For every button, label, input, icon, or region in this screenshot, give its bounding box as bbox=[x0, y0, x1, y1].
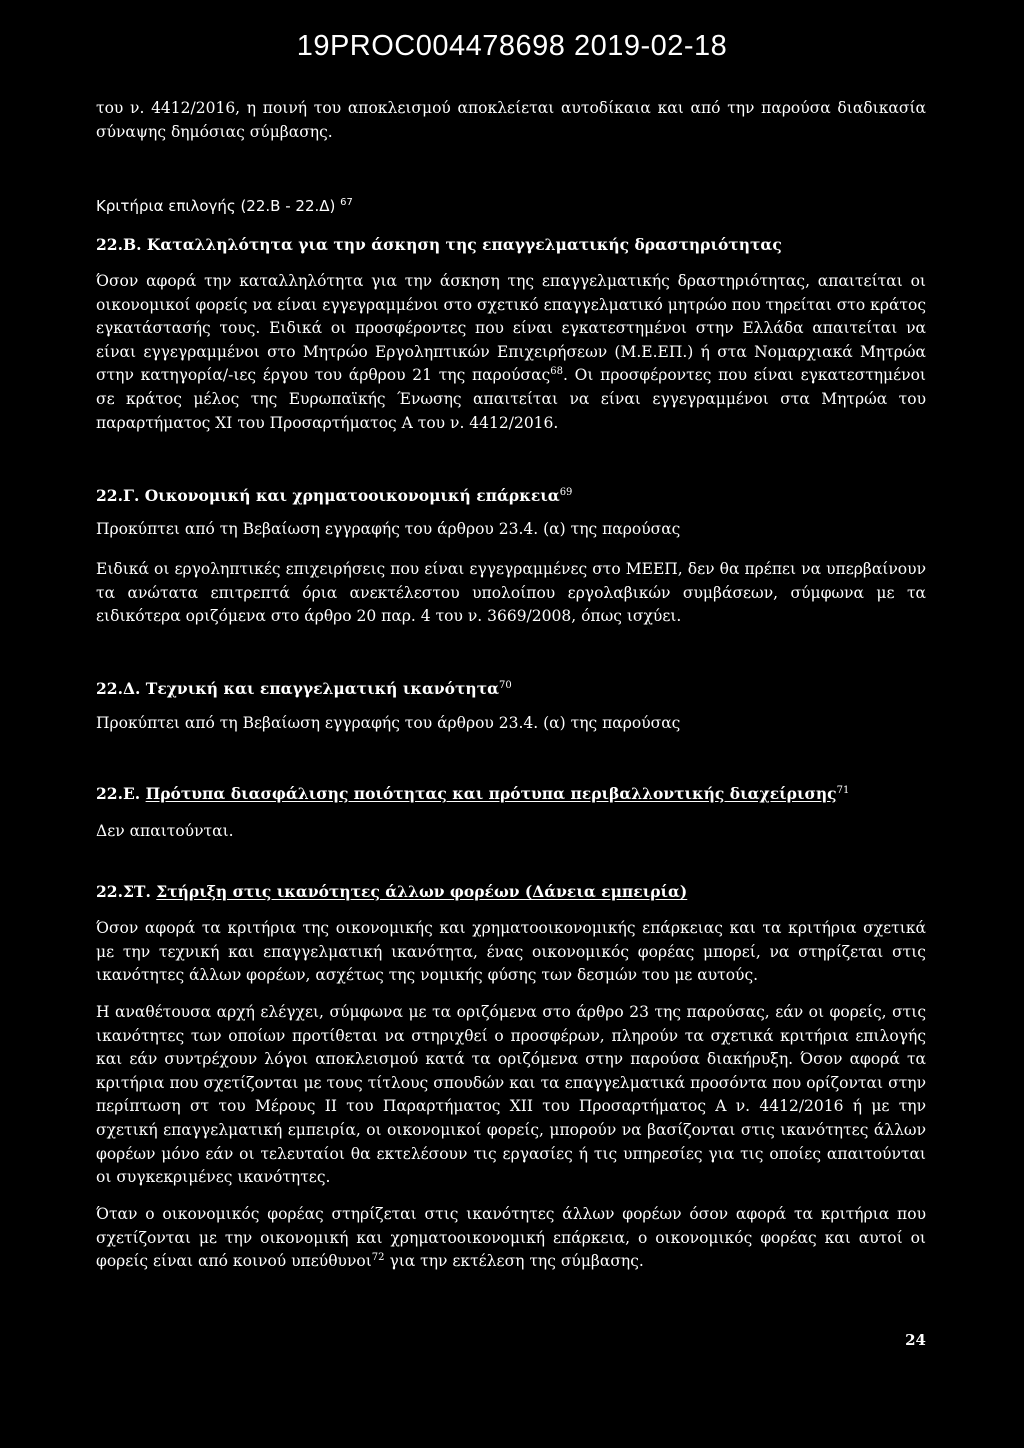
section-22e-number: 22.Ε. bbox=[96, 784, 141, 803]
intro-paragraph: του ν. 4412/2016, η ποινή του αποκλεισμού αποκλείεται αυτοδίκαια και από την παρούσα διαδικασία σύναψης δημόσιας σύμβασης. bbox=[96, 99, 926, 141]
section-22d-title: 22.Δ. Τεχνική και επαγγελματική ικανότητα bbox=[96, 679, 500, 698]
section-22st-paragraph-2: Η αναθέτουσα αρχή ελέγχει, σύμφωνα με τα οριζόμενα στο άρθρο 23 της παρούσας, εάν οι φορείς, στις ικανότητες των οποίων προτίθεται να στηριχθεί ο προσφέρων, πληρούν τα σχετικά κριτήρια επιλογής και εάν συντρέχουν λόγοι αποκλεισμού κατά τα οριζόμενα στην παρούσα διακήρυξη. Όσον αφορά τα κριτήρια που σχετίζονται με τους τίτλους σπουδών και τα επαγγελματικά προσόντα που ορίζονται στην περίπτωση στ του Μέρους II του Παραρτήματος XII του Προσαρτήματος Α ν. 4412/2016 ή με την σχετική επαγγελματική εμπειρία, οι οικονομικοί φορείς, μπορούν να βασίζονται στις ικανότητες άλλων φορέων μόνο εάν οι τελευταίοι θα εκτελέσουν τις εργασίες ή τις υπηρεσίες για τις οποίες απαιτούνται οι συγκεκριμένες ικανότητες. bbox=[96, 1003, 926, 1187]
section-22b-text-part2: . Οι προσφέροντες που είναι εγκατεστημένοι σε κράτος μέλος της Ευρωπαϊκής Ένωσης απαιτείται να είναι εγγεγραμμένοι στα Μητρώα του παραρτήματος XI του Προσαρτήματος Α του ν. 4412/2016. bbox=[96, 366, 926, 432]
section-22d-paragraph: Προκύπτει από τη Βεβαίωση εγγραφής του άρθρου 23.4. (α) της παρούσας bbox=[96, 714, 681, 732]
section-22b-text-part1: Όσον αφορά την καταλληλότητα για την άσκηση της επαγγελματικής δραστηριότητας, απαιτείται οι οικονομικοί φορείς να είναι εγγεγραμμένοι στο σχετικό επαγγελματικό μητρώο που τηρείται στο κράτος εγκατάστασής τους. Ειδικά οι προσφέροντες που είναι εγκατεστημένοι στην Ελλάδα απαιτείται να είναι εγγεγραμμένοι στο Μητρώο Εργοληπτικών Επιχειρήσεων (Μ.Ε.ΕΠ.) ή στα Νομαρχιακά Μητρώα στην κατηγορία/-ιες έργου του άρθρου 21 της παρούσας bbox=[96, 272, 926, 385]
page-number: 24 bbox=[905, 1331, 926, 1349]
section-22c-paragraph-1: Προκύπτει από τη Βεβαίωση εγγραφής του άρθρου 23.4. (α) της παρούσας bbox=[96, 520, 681, 538]
section-22st-p3-part2: για την εκτέλεση της σύμβασης. bbox=[384, 1252, 644, 1271]
section-22c-paragraph-2: Ειδικά οι εργοληπτικές επιχειρήσεις που είναι εγγεγραμμένες στο ΜΕΕΠ, δεν θα πρέπει να υπερβαίνουν τα ανώτατα επιτρεπτά όρια ανεκτέλεστου υπολοίπου εργολαβικών συμβάσεων, σύμφωνα με τα ειδικότερα οριζόμενα στο άρθρο 20 παρ. 4 του ν. 3669/2008, όπως ισχύει. bbox=[96, 560, 926, 626]
section-22c-heading bbox=[96, 484, 926, 507]
section-22e-paragraph: Δεν απαιτούνται. bbox=[96, 822, 234, 840]
section-22b-heading bbox=[96, 233, 926, 256]
section-22st-paragraph-1: Όσον αφορά τα κριτήρια της οικονομικής και χρηματοοικονομικής επάρκειας και τα κριτήρια σχετικά με την τεχνική και επαγγελματική ικανότητα, ένας οικονομικός φορέας μπορεί, να στηρίζεται στις ικανότητες άλλων φορέων, ασχέτως της νομικής φύσης των δεσμών του με αυτούς. bbox=[96, 919, 926, 985]
footnote-ref-72: 72 bbox=[371, 1252, 385, 1264]
section-22b-title: Καταλληλότητα για την άσκηση της επαγγελματικής δραστηριότητας bbox=[146, 235, 782, 254]
section-22c-title: 22.Γ. Οικονομική και χρηματοοικονομική επάρκεια bbox=[96, 486, 560, 505]
selection-criteria-heading bbox=[96, 195, 926, 218]
footnote-ref-69: 69 bbox=[559, 486, 573, 498]
section-22st-heading bbox=[96, 880, 926, 903]
selection-criteria-heading-text: Κριτήρια επιλογής (22.Β - 22.Δ) bbox=[96, 197, 336, 215]
footnote-ref-67: 67 bbox=[340, 197, 353, 208]
section-22e-heading bbox=[96, 782, 926, 805]
section-22st-number: 22.ΣΤ. bbox=[96, 882, 151, 901]
section-22d-heading bbox=[96, 677, 926, 700]
section-22st-title: Στήριξη στις ικανότητες άλλων φορέων (Δάνεια εμπειρία) bbox=[156, 882, 688, 901]
section-22st-p3-part1: Όταν ο οικονομικός φορέας στηρίζεται στις ικανότητες άλλων φορέων όσον αφορά τα κριτήρια που σχετίζονται με την οικονομική και χρηματοοικονομική επάρκεια, ο οικονομικός φορέας και αυτοί οι φορείς είναι από κοινού υπεύθυνοι bbox=[96, 1205, 926, 1271]
section-22st-paragraph-3 bbox=[96, 1203, 926, 1274]
footnote-ref-68: 68 bbox=[550, 366, 563, 378]
section-22b-paragraph bbox=[96, 270, 926, 435]
footnote-ref-70: 70 bbox=[499, 679, 512, 691]
footnote-ref-71: 71 bbox=[836, 784, 850, 796]
section-22e-title: Πρότυπα διασφάλισης ποιότητας και πρότυπα περιβαλλοντικής διαχείρισης bbox=[145, 784, 837, 803]
section-22b-number: 22.Β. bbox=[96, 235, 142, 254]
document-id-header: 19PROC004478698 2019-02-18 bbox=[296, 30, 728, 62]
